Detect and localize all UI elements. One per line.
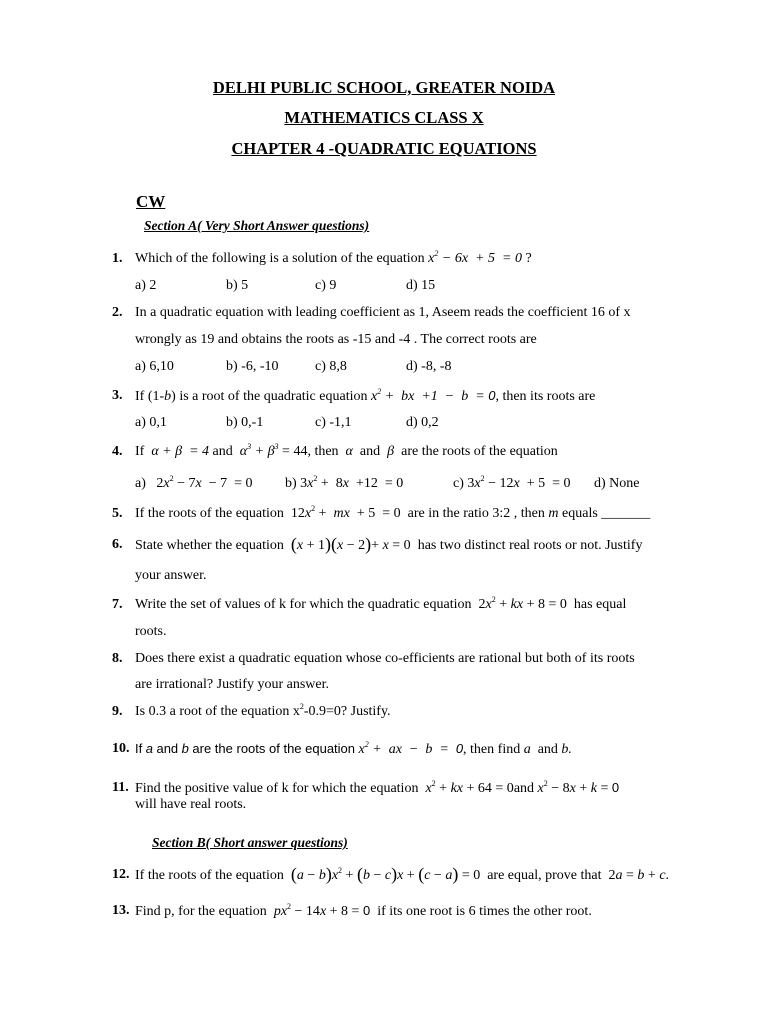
question-number: 1. — [112, 251, 123, 266]
option: a) 2 — [135, 278, 157, 293]
question-12-text: If the roots of the equation $(a - b)x^2 + (b - c)x + (c - a) = 0$ are equal, prove that 2a = b + c. — [135, 864, 670, 884]
option: a) $2x^2 - 7x - 7 = 0$ — [135, 474, 253, 491]
section-a-heading: Section A( Very Short Answer questions) — [144, 218, 370, 233]
school-title: DELHI PUBLIC SCHOOL, GREATER NOIDA — [212, 78, 556, 97]
question-8-line-1: Does there exist a quadratic equation whose co-efficients are rational but both of its roots — [135, 651, 635, 666]
subject-title: MATHEMATICS CLASS X — [284, 108, 484, 127]
option: d) 15 — [406, 278, 436, 293]
question-number: 4. — [112, 444, 123, 459]
question-1-text: Which of the following is a solution of the equation $x^2 - 6x + 5 = 0$ ? — [135, 249, 532, 266]
question-13-text: Find p, for the equation $px^2 - 14x + 8 = 0$ if its one root is 6 times the other root. — [135, 902, 592, 919]
section-b-heading: Section B( Short answer questions) — [152, 835, 348, 850]
question-number: 7. — [112, 597, 123, 612]
option: c) $3x^2 - 12x + 5 = 0$ — [453, 474, 571, 491]
option: b) 5 — [226, 278, 249, 293]
question-number: 3. — [112, 388, 123, 403]
question-7-line-1: Write the set of values of k for which the quadratic equation $2x^2$ + kx + 8 = 0 has equal — [135, 595, 627, 612]
question-5-text: If the roots of the equation $12x^2$ + mx + 5 = 0 are in the ratio 3:2 , then m equals _______ — [135, 504, 651, 521]
question-3-text: If (1-b) is a root of the quadratic equation $x^2$ + bx +1 − b = 0, then its roots are — [135, 387, 596, 404]
option: b) 0,-1 — [226, 415, 264, 430]
question-6-line-2: your answer. — [135, 568, 207, 583]
question-number: 12. — [112, 867, 130, 882]
question-7-line-2: roots. — [135, 624, 167, 639]
question-2-line-2: wrongly as 19 and obtains the roots as -15 and -4 . The correct roots are — [135, 332, 537, 347]
question-number: 13. — [112, 903, 130, 918]
option: b) $3x^2 + 8x +12 = 0$ — [285, 474, 404, 491]
option: d) None — [594, 476, 640, 491]
question-number: 2. — [112, 305, 123, 320]
cw-label: CW — [136, 192, 166, 211]
option: b) -6, -10 — [226, 359, 279, 374]
chapter-title: CHAPTER 4 -QUADRATIC EQUATIONS — [231, 139, 537, 158]
question-10-text: If a and b are the roots of the equation $x^2$ + ax − b = 0, then find a and b. — [135, 740, 572, 757]
option: a) 6,10 — [135, 359, 174, 374]
question-2-line-1: In a quadratic equation with leading coefficient as 1, Aseem reads the coefficient 16 of x — [135, 305, 631, 320]
question-6-line-1: State whether the equation (x + 1)(x − 2)+ x = 0 has two distinct real roots or not. Justify — [135, 534, 643, 554]
question-number: 10. — [112, 741, 130, 756]
option: a) 0,1 — [135, 415, 167, 430]
question-4-text: If α + β = 4 and $\alpha^3 + \beta^3 = 44$, then α and β are the roots of the equation — [135, 442, 558, 459]
option: d) 0,2 — [406, 415, 439, 430]
question-11-line-1: Find the positive value of k for which the equation $x^2$ + kx + 64 = 0and $x^2 - 8x + k = 0$ — [135, 779, 620, 796]
question-11-line-2: will have real roots. — [135, 797, 247, 812]
option: d) -8, -8 — [406, 359, 452, 374]
question-number: 6. — [112, 537, 123, 552]
question-number: 5. — [112, 506, 123, 521]
option: c) -1,1 — [315, 415, 352, 430]
question-number: 11. — [112, 780, 129, 795]
question-8-line-2: are irrational? Justify your answer. — [135, 677, 329, 692]
question-number: 9. — [112, 704, 123, 719]
option: c) 8,8 — [315, 359, 347, 374]
option: c) 9 — [315, 278, 337, 293]
question-number: 8. — [112, 651, 123, 666]
question-9-text: Is 0.3 a root of the equation $x^2-0.9=0$? Justify. — [135, 702, 391, 719]
